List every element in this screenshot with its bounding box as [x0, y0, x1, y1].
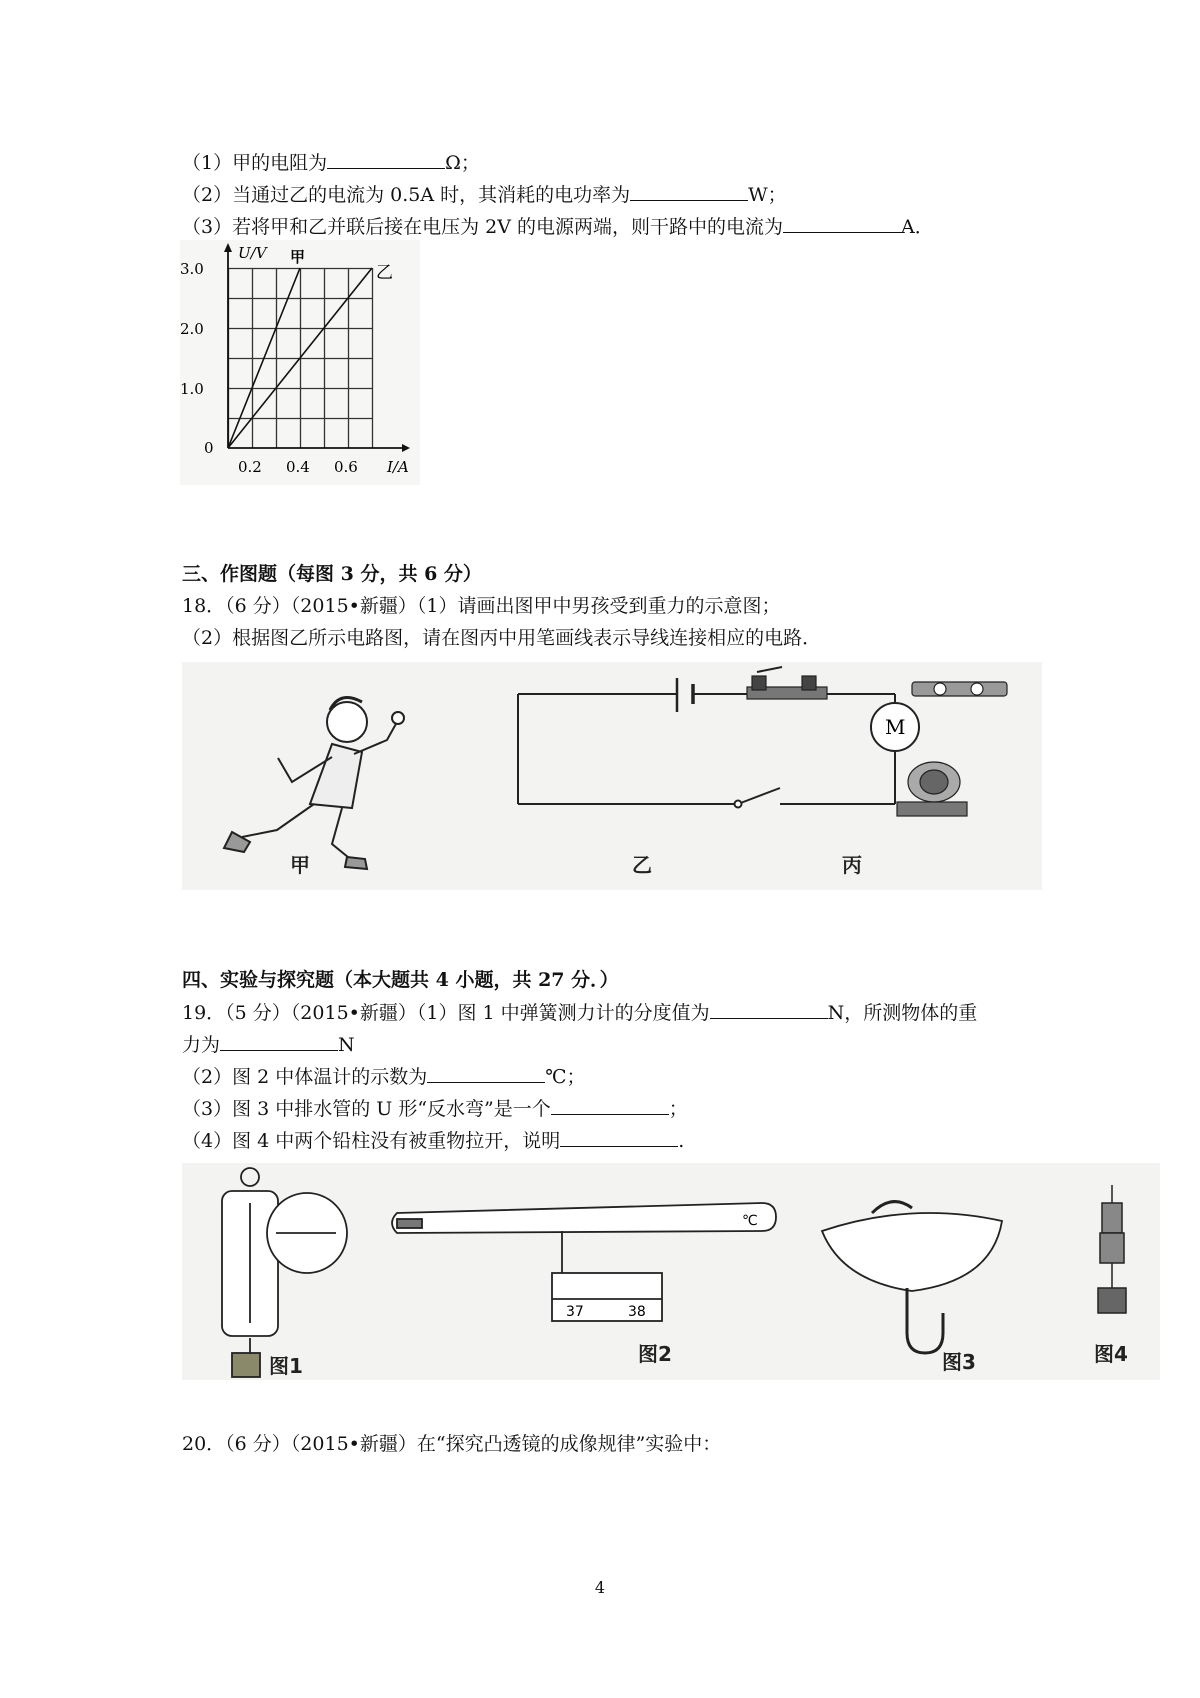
- answer-blank[interactable]: [220, 1032, 338, 1051]
- y-tick-3: 3.0: [180, 260, 204, 278]
- sink-figure: [822, 1202, 1002, 1353]
- y-tick-2: 2.0: [180, 320, 204, 338]
- x-axis-label: I/A: [387, 458, 409, 476]
- answer-blank[interactable]: [560, 1128, 678, 1147]
- q19-part2: （2）图 2 中体温计的示数为 ℃；: [182, 1066, 586, 1088]
- answer-blank[interactable]: [630, 182, 748, 201]
- x-tick-3: 0.6: [334, 458, 358, 476]
- x-tick-1: 0.2: [238, 458, 262, 476]
- y-tick-0: 0: [204, 439, 214, 457]
- spring-scale-figure: [222, 1168, 347, 1377]
- fig4-label: 图4: [1094, 1342, 1128, 1366]
- answer-blank[interactable]: [327, 150, 445, 169]
- fig1-label: 图1: [269, 1354, 303, 1378]
- q20-line: 20．（6 分）（2015•新疆）在“探究凸透镜的成像规律”实验中：: [182, 1433, 722, 1455]
- fig3-label: 图3: [942, 1350, 976, 1374]
- lead-cylinders-figure: [1098, 1185, 1126, 1313]
- fig-label-yi: 乙: [632, 853, 652, 877]
- q18-line1: 18．（6 分）（2015•新疆）（1）请画出图甲中男孩受到重力的示意图；: [182, 595, 781, 617]
- ui-graph: [180, 240, 420, 485]
- fig2-label: 图2: [638, 1342, 672, 1366]
- answer-blank[interactable]: [427, 1064, 545, 1083]
- x-tick-2: 0.4: [286, 458, 310, 476]
- circuit-diagram: [518, 678, 919, 808]
- section3-heading: 三、作图题（每图 3 分，共 6 分）: [182, 563, 482, 585]
- q19-part4: （4）图 4 中两个铅柱没有被重物拉开，说明 .: [182, 1130, 685, 1152]
- q18-figures: [182, 662, 1042, 890]
- q19-line2: 力为 N: [182, 1034, 355, 1056]
- answer-blank[interactable]: [710, 1000, 828, 1019]
- label-yi: 乙: [376, 263, 393, 283]
- fig-label-jia: 甲: [290, 853, 310, 877]
- thermo-mark-38: 38: [628, 1304, 646, 1320]
- y-tick-1: 1.0: [180, 380, 204, 398]
- thermo-mark-37: 37: [566, 1304, 584, 1320]
- q17-part2: （2）当通过乙的电流为 0.5A 时，其消耗的电功率为 W；: [182, 184, 787, 206]
- answer-blank[interactable]: [783, 214, 901, 233]
- page-number: 4: [594, 1578, 606, 1597]
- q18-line2: （2）根据图乙所示电路图，请在图丙中用笔画线表示导线连接相应的电路．: [182, 627, 822, 649]
- q19-line1: 19．（5 分）（2015•新疆）（1）图 1 中弹簧测力计的分度值为 N，所测物体的重: [182, 1002, 978, 1024]
- thermo-unit: ℃: [742, 1213, 758, 1229]
- fig-label-bing: 丙: [842, 853, 862, 877]
- label-jia: 甲: [290, 248, 306, 266]
- y-axis-label: U/V: [238, 244, 267, 262]
- answer-blank[interactable]: [551, 1096, 669, 1115]
- thermometer-figure: [392, 1203, 776, 1321]
- q17-part1: （1）甲的电阻为 Ω；: [182, 152, 480, 174]
- motor-symbol: M: [885, 715, 906, 739]
- q19-figures: [182, 1163, 1160, 1380]
- q19-part3: （3）图 3 中排水管的 U 形“反水弯”是一个 ；: [182, 1098, 688, 1120]
- q17-part3: （3）若将甲和乙并联后接在电压为 2V 的电源两端，则干路中的电流为 A．: [182, 216, 934, 238]
- running-boy-figure: [224, 698, 404, 870]
- section4-heading: 四、实验与探究题（本大题共 4 小题，共 27 分．）: [182, 969, 619, 991]
